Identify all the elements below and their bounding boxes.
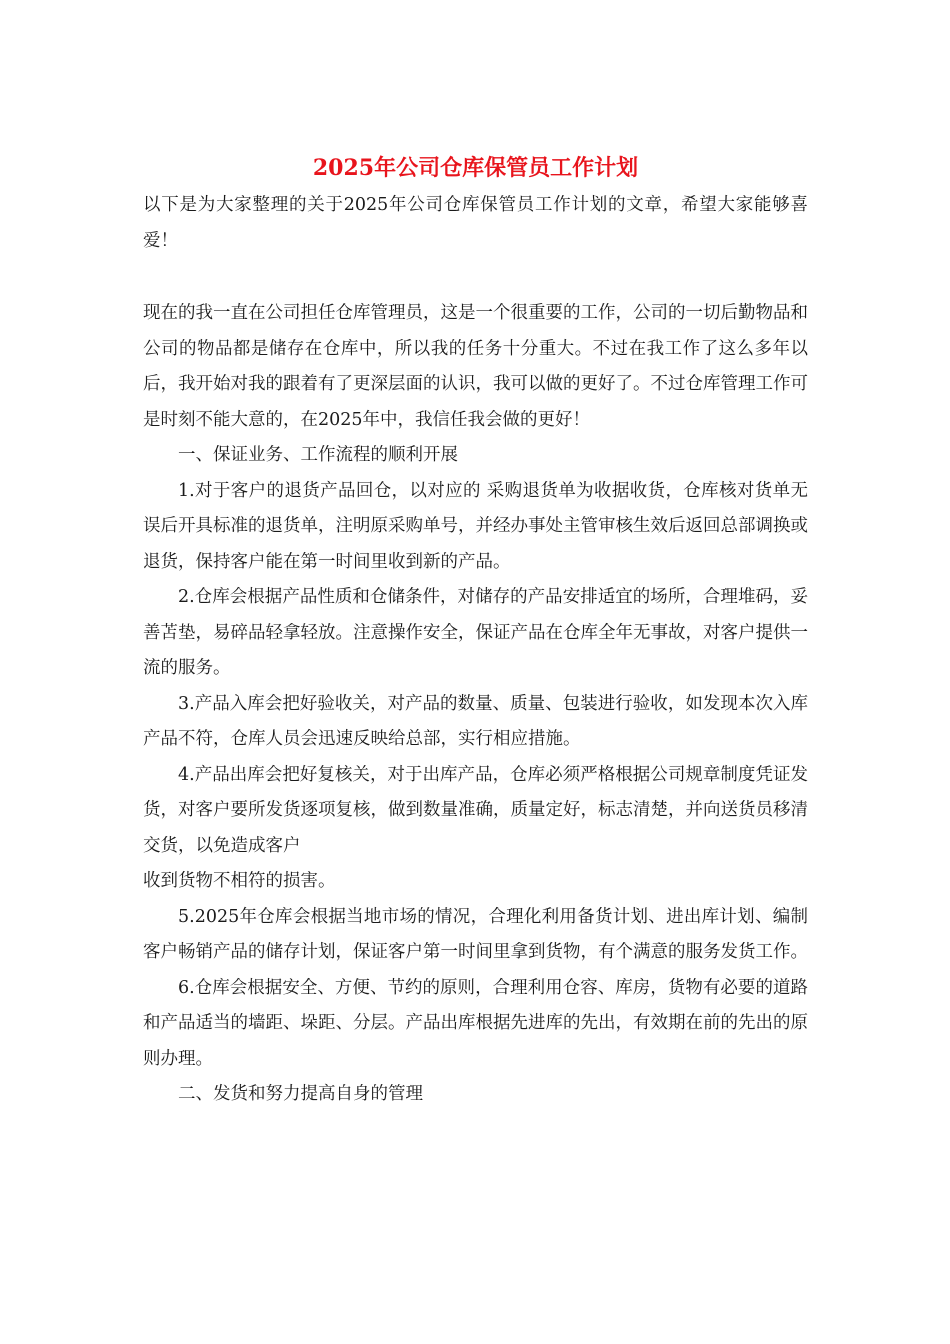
section-heading-1: 一、保证业务、工作流程的顺利开展 bbox=[178, 445, 458, 465]
list-item-5: 5.2025年仓库会根据当地市场的情况，合理化利用备货计划、进出库计划、编制客户畅销产品的储存计划，保证客户第一时间里拿到货物，有个满意的服务发货工作。 bbox=[143, 906, 808, 962]
list-item-4: 4.产品出库会把好复核关，对于出库产品，仓库必须严格根据公司规章制度凭证发货，对客户要所发货逐项复核，做到数量准确，质量定好，标志清楚，并向送货员移清交货，以免造成客户 bbox=[143, 764, 808, 856]
blank-line bbox=[143, 259, 808, 296]
list-item-6: 6.仓库会根据安全、方便、节约的原则，合理利用仓容、库房，货物有必要的道路和产品适当的墙距、垛距、分层。产品出库根据先进库的先出，有效期在前的先出的原则办理。 bbox=[143, 977, 808, 1069]
list-item-1: 1.对于客户的退货产品回仓，以对应的 采购退货单为收据收货，仓库核对货单无误后开具标准的退货单，注明原采购单号，并经办事处主管审核生效后返回总部调换或退货，保持客户能在第一时间里收到新的产品。 bbox=[143, 480, 808, 572]
intro-paragraph: 以下是为大家整理的关于2025年公司仓库保管员工作计划的文章，希望大家能够喜爱！ bbox=[143, 195, 808, 251]
opening-paragraph: 现在的我一直在公司担任仓库管理员，这是一个很重要的工作，公司的一切后勤物品和公司的物品都是储存在仓库中，所以我的任务十分重大。不过在我工作了这么多年以后，我开始对我的跟着有了更深层面的认识，我可以做的更好了。不过仓库管理工作可是时刻不能大意的，在2025年中，我信任我会做的更好！ bbox=[143, 303, 808, 430]
section-heading-2: 二、发货和努力提高自身的管理 bbox=[178, 1084, 423, 1104]
document-title: 2025年公司仓库保管员工作计划 bbox=[312, 155, 639, 181]
document-body bbox=[143, 148, 808, 1113]
list-item-3: 3.产品入库会把好验收关，对产品的数量、质量、包装进行验收，如发现本次入库产品不符，仓库人员会迅速反映给总部，实行相应措施。 bbox=[143, 693, 808, 749]
list-item-4-continuation: 收到货物不相符的损害。 bbox=[143, 871, 336, 891]
list-item-2: 2.仓库会根据产品性质和仓储条件，对储存的产品安排适宜的场所，合理堆码，妥善苫垫，易碎品轻拿轻放。注意操作安全，保证产品在仓库全年无事故，对客户提供一流的服务。 bbox=[143, 587, 808, 678]
